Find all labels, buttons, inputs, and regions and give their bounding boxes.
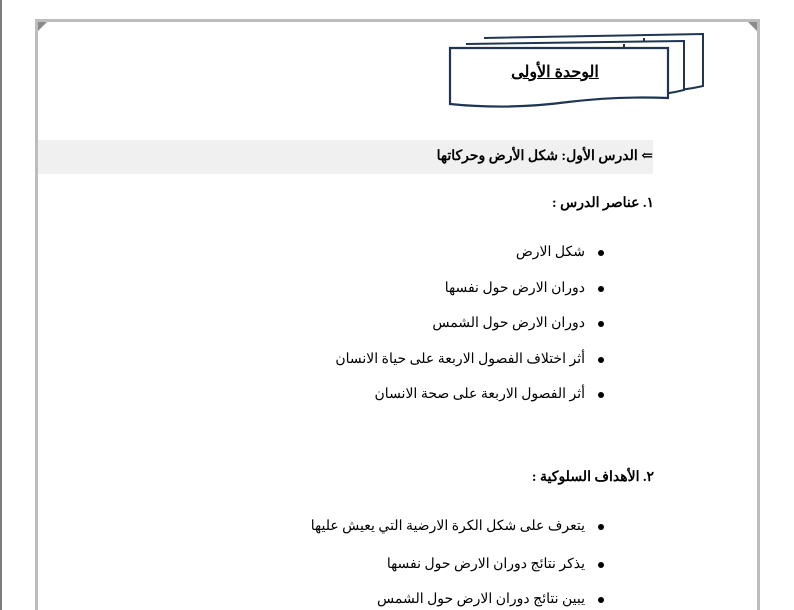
page-right-border bbox=[757, 19, 760, 610]
page-left-border bbox=[35, 19, 38, 610]
list-item-text: يتعرف على شكل الكرة الارضية التي يعيش عليها bbox=[310, 519, 585, 534]
page-corner-marker-right bbox=[748, 22, 757, 31]
lesson-title: الدرس الأول: شكل الأرض وحركاتها bbox=[436, 149, 638, 164]
bullet-icon bbox=[598, 321, 604, 327]
bullet-icon bbox=[598, 597, 604, 603]
page-top-border bbox=[35, 19, 760, 22]
list-item-text: أثر الفصول الاربعة على صحة الانسان bbox=[374, 387, 585, 402]
list-item bbox=[375, 386, 604, 403]
section-heading-lesson-elements: ١. عناصر الدرس : bbox=[551, 196, 654, 211]
bullet-icon bbox=[598, 250, 604, 256]
unit-title: الوحدة الأولى bbox=[511, 64, 599, 81]
list-item-text: دوران الارض حول الشمس bbox=[432, 316, 585, 331]
list-item bbox=[432, 315, 604, 332]
list-item-text: يذكر نتائج دوران الارض حول نفسها bbox=[386, 557, 585, 572]
list-item bbox=[387, 556, 604, 573]
list-item bbox=[377, 591, 604, 608]
list-item-text: دوران الارض حول نفسها bbox=[444, 281, 585, 296]
arrow-icon: ⇐ bbox=[641, 149, 653, 164]
bullet-icon bbox=[598, 286, 604, 292]
page-corner-marker-left bbox=[38, 22, 47, 31]
list-item bbox=[516, 244, 604, 261]
list-item bbox=[445, 280, 604, 297]
bullet-icon bbox=[598, 357, 604, 363]
lesson-header-bar bbox=[38, 140, 653, 174]
list-item-text: شكل الارض bbox=[515, 245, 585, 260]
section-heading-behavioral-objectives: ٢. الأهداف السلوكية : bbox=[531, 470, 654, 485]
list-item bbox=[311, 518, 604, 535]
window-left-edge bbox=[0, 0, 2, 610]
list-item bbox=[335, 351, 604, 368]
bullet-icon bbox=[598, 392, 604, 398]
bullet-icon bbox=[598, 524, 604, 530]
lesson-title-line bbox=[38, 140, 653, 174]
bullet-icon bbox=[598, 562, 604, 568]
list-item-text: أثر اختلاف الفصول الاربعة على حياة الانسان bbox=[335, 352, 585, 367]
list-item-text: يبين نتائج دوران الارض حول الشمس bbox=[377, 592, 585, 607]
